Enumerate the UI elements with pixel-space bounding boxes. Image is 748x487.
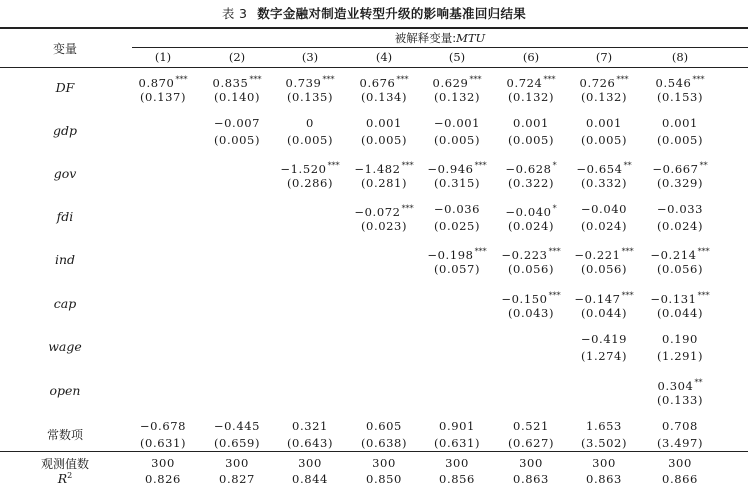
row-label: cap: [53, 296, 77, 311]
coefficient-cell: [494, 115, 568, 131]
standard-error-cell: (0.025): [433, 219, 481, 233]
coefficient-value: −0.445: [213, 419, 261, 433]
coefficient-value: −0.072: [354, 205, 401, 219]
coefficient-value: 0.708: [662, 419, 698, 433]
significance-stars: ***: [616, 75, 629, 84]
standard-error-cell: (0.005): [580, 133, 628, 147]
coefficient-value: 0.739: [285, 76, 322, 90]
coefficient-value: 0.001: [662, 116, 698, 130]
variable-header: 变量: [52, 42, 77, 56]
standard-error-cell: (0.132): [580, 90, 628, 104]
column-header: (8): [671, 50, 689, 64]
coefficient-value: −1.482: [354, 162, 401, 176]
coefficient-value: −0.040: [505, 205, 552, 219]
coefficient-value: −0.223: [501, 248, 548, 262]
standard-error-cell: (0.137): [139, 90, 187, 104]
standard-error-cell: (0.134): [360, 90, 408, 104]
standard-error-cell: (0.056): [656, 262, 704, 276]
coefficient-cell: [200, 115, 274, 131]
standard-error-cell: (0.132): [433, 90, 481, 104]
row-label: 常数项: [46, 428, 83, 442]
table-title-text: 数字金融对制造业转型升级的影响基准回归结果: [257, 6, 527, 21]
coefficient-cell: [643, 331, 717, 347]
standard-error-cell: (0.057): [433, 262, 481, 276]
coefficient-value: 0.605: [366, 419, 402, 433]
coefficient-value: −0.628: [505, 162, 552, 176]
standard-error-cell: (0.024): [656, 219, 704, 233]
r-squared-cell: 0.826: [145, 472, 181, 486]
observations-cell: 300: [519, 456, 543, 470]
coefficient-cell: [643, 115, 717, 131]
row-label: ind: [54, 252, 76, 267]
significance-stars: ***: [327, 161, 340, 170]
coefficient-value: 0: [306, 116, 314, 130]
row-label: gov: [53, 166, 77, 181]
row-label: DF: [55, 80, 75, 95]
coefficient-value: −0.007: [213, 116, 261, 130]
column-header: (5): [448, 50, 466, 64]
coefficient-value: −0.150: [501, 292, 548, 306]
coefficient-cell: [567, 115, 641, 131]
coefficient-value: 0.724: [506, 76, 543, 90]
table-number: 表 3: [221, 6, 248, 21]
significance-stars: *: [552, 204, 557, 213]
significance-stars: ***: [474, 161, 487, 170]
dependent-variable-label: 被解释变量:: [394, 31, 457, 45]
standard-error-cell: (0.132): [507, 90, 555, 104]
standard-error-cell: (1.274): [580, 349, 628, 363]
coefficient-value: −0.654: [576, 162, 623, 176]
r-squared-cell: 0.856: [439, 472, 475, 486]
coefficient-value: 0.901: [439, 419, 475, 433]
standard-error-cell: (0.024): [580, 219, 628, 233]
observations-cell: 300: [298, 456, 322, 470]
standard-error-cell: (0.322): [507, 176, 555, 190]
observations-cell: 300: [151, 456, 175, 470]
coefficient-value: 0.726: [579, 76, 616, 90]
standard-error-cell: (0.332): [580, 176, 628, 190]
significance-stars: **: [699, 161, 708, 170]
coefficient-value: 1.653: [586, 419, 622, 433]
coefficient-cell: [273, 418, 347, 434]
standard-error-cell: (0.023): [360, 219, 408, 233]
r-squared-cell: 0.866: [662, 472, 698, 486]
coefficient-value: −0.040: [580, 202, 628, 216]
standard-error-cell: (0.638): [360, 436, 408, 450]
observations-cell: 300: [592, 456, 616, 470]
significance-stars: ***: [401, 204, 414, 213]
coefficient-value: 0.521: [513, 419, 549, 433]
coefficient-cell: [567, 201, 641, 217]
dependent-variable-name: MTU: [456, 31, 486, 45]
significance-stars: ***: [548, 247, 561, 256]
significance-stars: ***: [697, 247, 710, 256]
significance-stars: **: [694, 378, 703, 387]
significance-stars: ***: [697, 291, 710, 300]
row-label: fdi: [56, 209, 74, 224]
coefficient-cell: [567, 331, 641, 347]
standard-error-cell: (0.281): [360, 176, 408, 190]
standard-error-cell: (0.140): [213, 90, 261, 104]
coefficient-value: 0.190: [662, 332, 698, 346]
standard-error-cell: (0.286): [286, 176, 334, 190]
coefficient-value: 0.835: [212, 76, 249, 90]
significance-stars: ***: [474, 247, 487, 256]
significance-stars: ***: [692, 75, 705, 84]
coefficient-value: −0.033: [656, 202, 704, 216]
coefficient-value: −0.946: [427, 162, 474, 176]
r-squared-label: [0, 471, 130, 486]
coefficient-value: −0.036: [433, 202, 481, 216]
standard-error-cell: (0.005): [656, 133, 704, 147]
r-squared-cell: 0.844: [292, 472, 328, 486]
coefficient-value: −0.147: [574, 292, 621, 306]
column-header: (6): [522, 50, 540, 64]
standard-error-cell: (0.133): [656, 393, 704, 407]
observations-cell: 300: [372, 456, 396, 470]
coefficient-value: −0.667: [652, 162, 699, 176]
column-header: (3): [301, 50, 319, 64]
row-label: open: [49, 383, 81, 398]
standard-error-cell: (0.135): [286, 90, 334, 104]
coefficient-value: −0.678: [139, 419, 187, 433]
coefficient-value: 0.001: [513, 116, 549, 130]
significance-stars: ***: [469, 75, 482, 84]
standard-error-cell: (0.631): [433, 436, 481, 450]
observations-cell: 300: [225, 456, 249, 470]
coefficient-cell: [273, 115, 347, 131]
significance-stars: *: [552, 161, 557, 170]
column-header: (1): [154, 50, 172, 64]
coefficient-value: 0.001: [366, 116, 402, 130]
coefficient-value: −0.001: [433, 116, 481, 130]
coefficient-cell: [420, 201, 494, 217]
observations-cell: 300: [668, 456, 692, 470]
significance-stars: ***: [621, 291, 634, 300]
standard-error-cell: (3.497): [656, 436, 704, 450]
coefficient-cell: [494, 418, 568, 434]
standard-error-cell: (0.315): [433, 176, 481, 190]
coefficient-cell: [643, 418, 717, 434]
standard-error-cell: (0.153): [656, 90, 704, 104]
standard-error-cell: (0.659): [213, 436, 261, 450]
standard-error-cell: (1.291): [656, 349, 704, 363]
standard-error-cell: (0.005): [507, 133, 555, 147]
coefficient-value: 0.870: [138, 76, 175, 90]
column-header: (4): [375, 50, 393, 64]
row-label: wage: [48, 339, 82, 354]
r-squared-cell: 0.850: [366, 472, 402, 486]
coefficient-value: 0.546: [655, 76, 692, 90]
significance-stars: ***: [401, 161, 414, 170]
significance-stars: ***: [621, 247, 634, 256]
significance-stars: ***: [249, 75, 262, 84]
row-label: gdp: [52, 123, 77, 138]
dep-var-rule: [132, 47, 748, 48]
r-squared-symbol: R: [57, 471, 68, 487]
significance-stars: ***: [543, 75, 556, 84]
coefficient-value: 0.304: [657, 379, 694, 393]
coefficient-value: 0.321: [292, 419, 328, 433]
column-header: (7): [595, 50, 613, 64]
r-squared-cell: 0.863: [513, 472, 549, 486]
significance-stars: ***: [548, 291, 561, 300]
observations-cell: 300: [445, 456, 469, 470]
standard-error-cell: (0.005): [360, 133, 408, 147]
standard-error-cell: (0.056): [507, 262, 555, 276]
standard-error-cell: (0.329): [656, 176, 704, 190]
coefficient-value: −1.520: [280, 162, 327, 176]
r-squared-cell: 0.863: [586, 472, 622, 486]
standard-error-cell: (0.627): [507, 436, 555, 450]
stats-rule: [0, 451, 748, 452]
standard-error-cell: (3.502): [580, 436, 628, 450]
header-rule: [0, 67, 748, 68]
standard-error-cell: (0.024): [507, 219, 555, 233]
coefficient-cell: [200, 418, 274, 434]
standard-error-cell: (0.631): [139, 436, 187, 450]
standard-error-cell: (0.643): [286, 436, 334, 450]
coefficient-value: −0.131: [650, 292, 697, 306]
r-squared-cell: 0.827: [219, 472, 255, 486]
coefficient-value: 0.001: [586, 116, 622, 130]
coefficient-cell: [347, 418, 421, 434]
coefficient-value: −0.221: [574, 248, 621, 262]
standard-error-cell: (0.056): [580, 262, 628, 276]
significance-stars: ***: [396, 75, 409, 84]
r-squared-superscript: 2: [67, 471, 73, 480]
significance-stars: ***: [322, 75, 335, 84]
coefficient-value: 0.676: [359, 76, 396, 90]
significance-stars: **: [623, 161, 632, 170]
column-header: (2): [228, 50, 246, 64]
standard-error-cell: (0.044): [580, 306, 628, 320]
coefficient-value: −0.214: [650, 248, 697, 262]
top-rule: [0, 27, 748, 29]
coefficient-value: −0.419: [580, 332, 628, 346]
table-title: [0, 4, 748, 22]
standard-error-cell: (0.043): [507, 306, 555, 320]
standard-error-cell: (0.005): [433, 133, 481, 147]
coefficient-cell: [126, 418, 200, 434]
coefficient-value: 0.629: [432, 76, 469, 90]
coefficient-cell: [347, 115, 421, 131]
standard-error-cell: (0.005): [213, 133, 261, 147]
coefficient-cell: [567, 418, 641, 434]
coefficient-cell: [643, 201, 717, 217]
standard-error-cell: (0.005): [286, 133, 334, 147]
standard-error-cell: (0.044): [656, 306, 704, 320]
dependent-variable-header: [132, 30, 748, 46]
coefficient-value: −0.198: [427, 248, 474, 262]
coefficient-cell: [420, 115, 494, 131]
significance-stars: ***: [175, 75, 188, 84]
coefficient-cell: [420, 418, 494, 434]
observations-label: 观测值数: [40, 457, 89, 471]
